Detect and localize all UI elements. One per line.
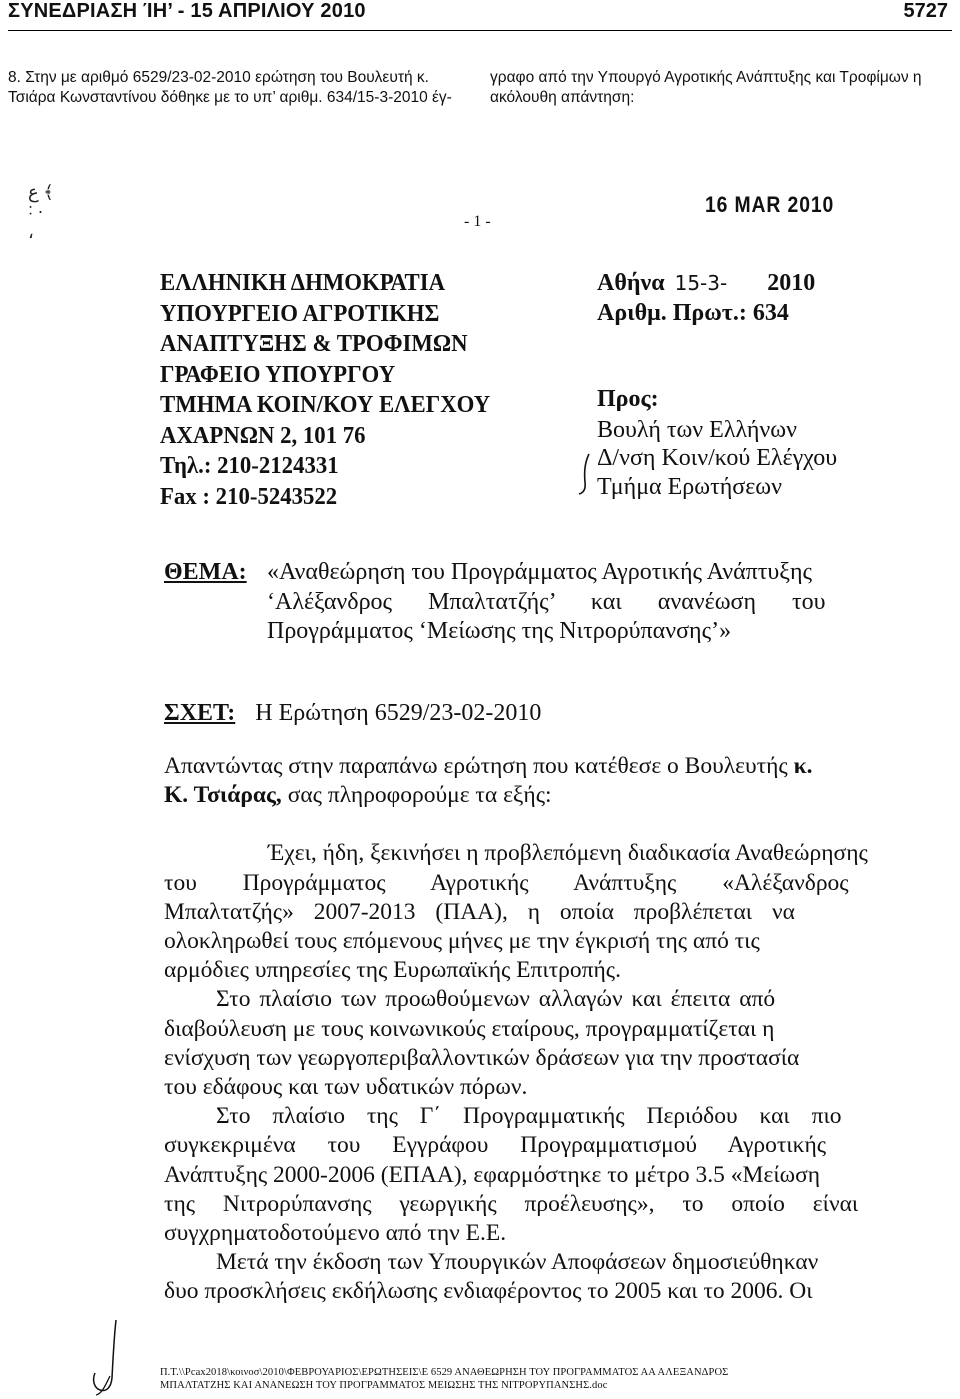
file-path-line: Π.Τ.\\Pcax2018\κοινοσ\2010\ΦΕΒΡΟΥΑΡΙΟΣ\ΕΡΩΤΗΣΕΙΣ\Ε 6529 ΑΝΑΘΕΩΡΗΣΗ ΤΟΥ ΠΡΟΓΡΑΜΜΑΤΟΣ ΑΑ ΑΛΕΞΑΝΔΡΟΣ (160, 1367, 729, 1378)
reference-text: Η Ερώτηση 6529/23-02-2010 (255, 700, 542, 726)
paragraph-line: δυο προσκλήσεις εκδήλωσης ενδιαφέροντος το 2005 και το 2006. Οι (164, 1278, 813, 1305)
paragraph-line: του εδάφους και των υδατικών πόρων. (164, 1074, 528, 1101)
subject-line-text: «Αναθεώρηση του Προγράμματος Αγροτικής Ανάπτυξης (267, 559, 813, 585)
page-header-title: ΣΥΝΕΔΡΙΑΣΗ ΊΗ’ - 15 ΑΠΡΙΛΙΟΥ 2010 (8, 0, 366, 22)
recipient-label: Προς: (597, 386, 659, 412)
letter-body (164, 752, 868, 1307)
place-and-date (597, 268, 815, 298)
letterhead-line: ΑΧΑΡΝΩΝ 2, 101 76 (160, 421, 366, 449)
subject-line (267, 558, 864, 588)
intro-left-line: 8. Στην με αριθμό 6529/23-02-2010 ερώτηση του Βουλευτή κ. (8, 69, 429, 86)
opening-line (164, 781, 864, 810)
paragraph (164, 1102, 864, 1248)
intro-right-line: γραφο από την Υπουργό Αγροτικής Ανάπτυξης και Τροφίμων η (490, 69, 922, 86)
paragraph-line: Μετά την έκδοση των Υπουργικών Αποφάσεων δημοσιεύθηκαν (216, 1249, 819, 1276)
letterhead-line: ΕΛΛΗΝΙΚΗ ΔΗΜΟΚΡΑΤΙΑ (160, 269, 446, 296)
letterhead-line: ΑΝΑΠΤΥΞΗΣ & ΤΡΟΦΙΜΩΝ (160, 330, 468, 357)
paragraph-line: της Νιτρορύπανσης γεωργικής προέλευσης», το οποίο είναι (164, 1190, 859, 1217)
recipient-line: Δ/νση Κοιν/κού Ελέγχου (597, 445, 838, 471)
scan-mark: ˸ · (28, 202, 44, 222)
scan-mark: ، (28, 222, 34, 242)
subject-line: ‘Αλέξανδρος Μπαλτατζής’ και ανανέωση του (267, 588, 826, 615)
subject-label: ΘΕΜΑ: (164, 559, 247, 585)
paragraph-line: Έχει, ήδη, ξεκινήσει η προβλεπόμενη διαδικασία Αναθεώρησης (268, 840, 868, 867)
letterhead-line: ΥΠΟΥΡΓΕΙΟ ΑΓΡΟΤΙΚΗΣ (160, 299, 440, 327)
paragraph-line: ολοκληρωθεί τους επόμενους μήνες με την έγκρισή της από τις (164, 928, 760, 955)
document-file-path (160, 1366, 728, 1392)
page-number: 5727 (903, 0, 948, 22)
paragraph (164, 1248, 864, 1306)
subject-line: Προγράμματος ‘Μείωσης της Νιτρορύπανσης’» (267, 618, 732, 644)
letterhead-line: Fax : 210-5243522 (160, 482, 338, 510)
place-date-block (597, 268, 815, 328)
intro-left-line: Τσιάρα Κωνσταντίνου δόθηκε με το υπ’ αριθμ. 634/15-3-2010 έγ- (8, 89, 452, 106)
place-name: Αθήνα (597, 270, 665, 296)
scan-artifact-marks (28, 182, 54, 242)
opening-line (164, 752, 864, 781)
paragraph-line: συγχρηματοδοτούμενο από την Ε.Ε. (164, 1220, 507, 1247)
paragraph-line: Μπαλτατζής» 2007-2013 (ΠΑΑ), η οποία προβλέπεται να (164, 898, 795, 925)
paragraph-line: του Προγράμματος Αγροτικής Ανάπτυξης «Αλέξανδρος (164, 869, 849, 896)
date-year: 2010 (767, 270, 816, 296)
subject-text (267, 558, 864, 647)
handwritten-margin-mark (86, 1318, 126, 1396)
paragraph-line: ενίσχυση των γεωργοπεριβαλλοντικών δράσεων για την προστασία (164, 1044, 800, 1071)
paragraph (164, 839, 868, 985)
recipient-block (597, 385, 837, 501)
paragraph-line: διαβούλευση με τους κοινωνικούς εταίρους, προγραμματίζεται η (164, 1015, 775, 1042)
reference-block (164, 698, 541, 728)
paragraph-line: συγκεκριμένα του Εγγράφου Προγραμματισμού Αγροτικής (164, 1132, 827, 1159)
recipient-line: Βουλή των Ελλήνων (597, 416, 797, 443)
ministry-letterhead (160, 268, 490, 512)
intro-right-line: ακόλουθη απάντηση: (490, 89, 635, 106)
paragraph-line: αρμόδιες υπηρεσίες της Ευρωπαϊκής Επιτροπής. (164, 957, 621, 984)
handwritten-bracket-mark (578, 452, 592, 496)
handwritten-date: 15-3- (674, 271, 728, 295)
letterhead-line: ΤΜΗΜΑ ΚΟΙΝ/ΚΟΥ ΕΛΕΓΧΟΥ (160, 391, 491, 418)
scan-mark: ع ﴾ (28, 182, 54, 202)
file-path-line: ΜΠΑΛΤΑΤΖΗΣ ΚΑΙ ΑΝΑΝΕΩΣΗ ΤΟΥ ΠΡΟΓΡΑΜΜΑΤΟΣ ΜΕΙΩΣΗΣ ΤΗΣ ΝΙΤΡΟΡΥΠΑΝΣΗΣ.doc (160, 1380, 608, 1391)
received-date-stamp: 16 MAR 2010 (705, 192, 835, 217)
opening-bold: Κ. Τσιάρας, (164, 782, 282, 809)
protocol-number: Αριθμ. Πρωτ.: 634 (597, 300, 789, 326)
paragraph (164, 985, 864, 1102)
paragraph-line: Στο πλαίσιο των προωθούμενων αλλαγών και έπειτα από (216, 986, 776, 1013)
letterhead-line: Τηλ.: 210-2124331 (160, 452, 339, 479)
opening-bold: κ. (793, 753, 813, 779)
recipient-line: Τμήμα Ερωτήσεων (597, 473, 782, 500)
letterhead-line: ΓΡΑΦΕΙΟ ΥΠΟΥΡΓΟΥ (160, 360, 396, 388)
reference-label: ΣΧΕΤ: (164, 700, 236, 726)
opening-text: σας πληροφορούμε τα εξής: (281, 782, 552, 809)
letter-page-marker: - 1 - (464, 213, 491, 230)
paragraph-line: Στο πλαίσιο της Γ΄ Προγραμματικής Περιόδου και πιο (216, 1103, 842, 1130)
paragraph-line: Ανάπτυξης 2000-2006 (ΕΠΑΑ), εφαρμόστηκε το μέτρο 3.5 «Μείωση (164, 1161, 821, 1188)
opening-text: Απαντώντας στην παραπάνω ερώτηση που κατέθεσε ο Βουλευτής (164, 753, 794, 779)
